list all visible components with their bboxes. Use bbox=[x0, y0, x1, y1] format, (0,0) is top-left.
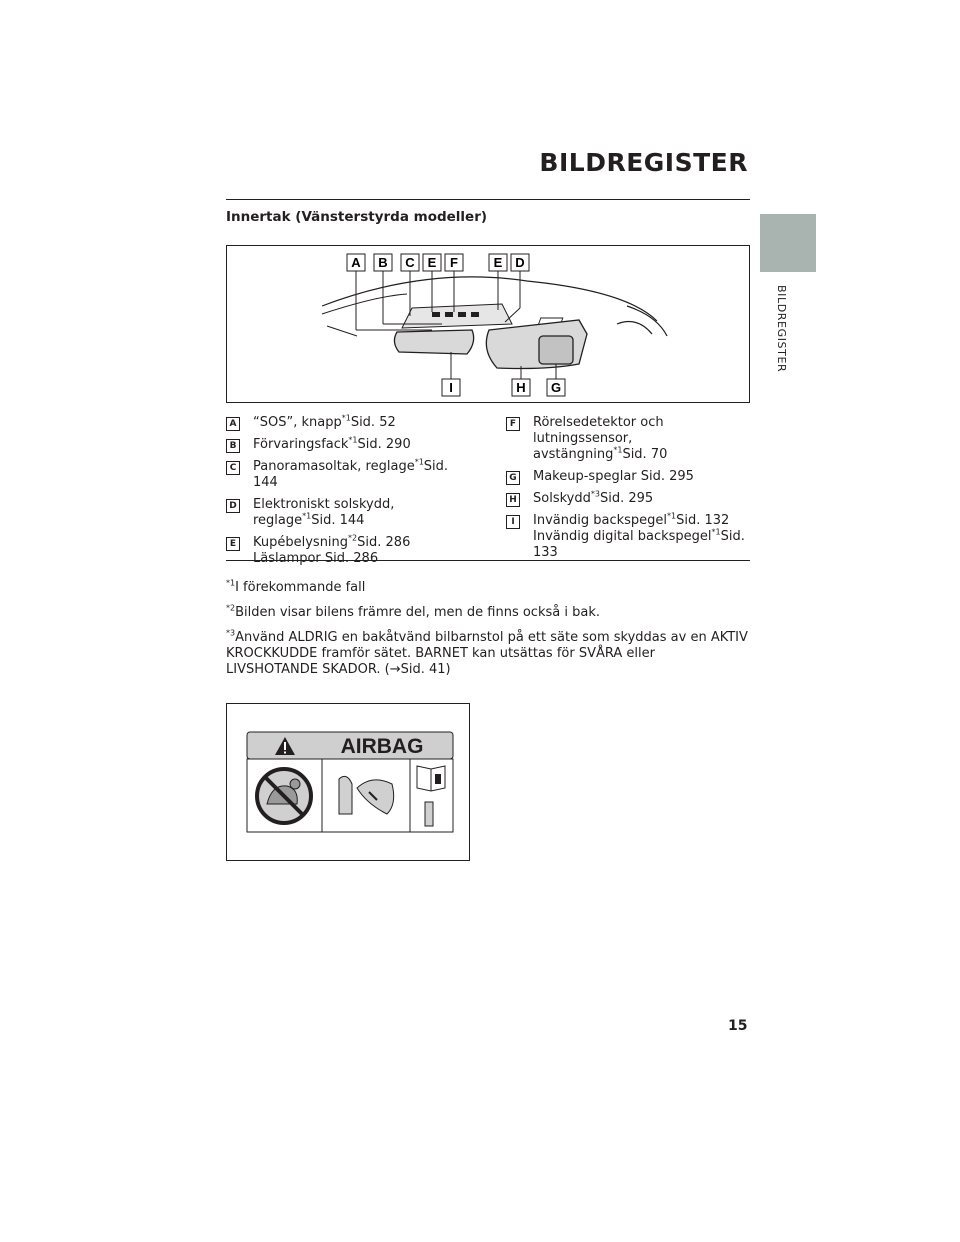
legend-text: Rörelsedetektor och lutningssensor, bbox=[533, 415, 664, 446]
callout-f bbox=[445, 254, 463, 312]
overhead-console-illustration bbox=[227, 246, 749, 402]
footnote-ref: *1 bbox=[341, 413, 351, 423]
footnote-mark: *3 bbox=[226, 628, 236, 638]
svg-text:D: D bbox=[515, 255, 525, 270]
svg-text:A: A bbox=[351, 255, 361, 270]
legend-item-e bbox=[226, 535, 476, 567]
no-rear-facing-seat-icon bbox=[257, 769, 311, 823]
footnotes bbox=[226, 580, 750, 687]
chapter-tab-label-wrap bbox=[775, 285, 795, 385]
footnote-ref: *1 bbox=[613, 445, 623, 455]
section-title: Innertak (Vänsterstyrda modeller) bbox=[226, 209, 488, 225]
page-ref: Sid. 290 bbox=[357, 437, 411, 452]
legend-item-i bbox=[506, 513, 756, 561]
legend-item-b bbox=[226, 437, 476, 453]
legend-text: “SOS”, knapp bbox=[253, 415, 342, 430]
page-ref: Sid. 132 bbox=[676, 513, 730, 528]
svg-text:C: C bbox=[405, 255, 415, 270]
footnote-3 bbox=[226, 630, 750, 678]
grab-handle bbox=[617, 322, 652, 334]
legend-item-f bbox=[506, 415, 756, 463]
footnote-ref: *1 bbox=[348, 435, 358, 445]
footnote-mark: *2 bbox=[226, 603, 236, 613]
page-header-title: BILDREGISTER bbox=[539, 148, 748, 177]
callout-d bbox=[505, 254, 529, 322]
legend-letter: E bbox=[226, 537, 240, 551]
page-ref: Sid. 52 bbox=[350, 415, 396, 430]
pillar-line bbox=[627, 306, 667, 336]
legend-text-line2: Läslampor Sid. 286 bbox=[253, 551, 379, 566]
legend-text: Kupébelysning bbox=[253, 535, 349, 550]
svg-text:B: B bbox=[378, 255, 388, 270]
header-divider bbox=[226, 199, 750, 200]
footnote-ref: *1 bbox=[414, 457, 424, 467]
page-ref: Sid. 133 bbox=[533, 529, 745, 560]
footnote-ref: *1 bbox=[302, 511, 312, 521]
legend-letter: A bbox=[226, 417, 240, 431]
footnote-text: Bilden visar bilens främre del, men de finns också i bak. bbox=[235, 605, 600, 620]
legend-item-d bbox=[226, 497, 476, 529]
legend-item-a bbox=[226, 415, 476, 431]
callout-i bbox=[442, 352, 460, 396]
callout-c bbox=[401, 254, 419, 316]
page-ref: Sid. 295 bbox=[599, 491, 654, 506]
legend-text: Förvaringsfack bbox=[253, 437, 349, 452]
footnote-ref: *1 bbox=[667, 511, 677, 521]
legend-text: Invändig backspegel bbox=[533, 513, 667, 528]
svg-text:E: E bbox=[427, 255, 437, 270]
console-button bbox=[471, 312, 479, 317]
legend-letter: H bbox=[506, 493, 520, 507]
legend-text-line2: avstängning bbox=[533, 447, 614, 462]
roof-line-inner bbox=[322, 294, 407, 314]
chapter-tab-label: BILDREGISTER bbox=[775, 285, 788, 373]
legend-letter: B bbox=[226, 439, 240, 453]
rear-view-mirror bbox=[394, 330, 473, 354]
svg-text:I: I bbox=[449, 380, 453, 395]
legend-letter: D bbox=[226, 499, 240, 513]
svg-text:F: F bbox=[450, 255, 458, 270]
vanity-mirror bbox=[539, 336, 573, 364]
legend-text: Makeup-speglar Sid. 295 bbox=[533, 469, 694, 484]
callout-h bbox=[512, 366, 530, 396]
legend-text: Panoramasoltak, reglage bbox=[253, 459, 415, 474]
legend-text-line2: reglage bbox=[253, 513, 303, 528]
footnote-ref: *3 bbox=[590, 489, 600, 499]
console-button bbox=[445, 312, 453, 317]
legend-letter: I bbox=[506, 515, 520, 529]
svg-text:E: E bbox=[493, 255, 503, 270]
page-ref: Sid. 70 bbox=[622, 447, 668, 462]
footnote-text: Använd ALDRIG en bakåtvänd bilbarnstol på ett säte som skyddas av en AKTIV KROCKKUDDE framför sätet. BARNET kan utsättas för SVÅRA eller LIVSHOTANDE SKADOR. (→Sid. 41) bbox=[226, 630, 748, 677]
legend-right bbox=[506, 415, 756, 567]
chapter-tab bbox=[760, 214, 816, 272]
page-ref: Sid. 144 bbox=[311, 513, 365, 528]
console-button bbox=[458, 312, 466, 317]
legend-item-c bbox=[226, 459, 476, 491]
airbag-banner-text: AIRBAG bbox=[340, 735, 424, 758]
legend-item-g bbox=[506, 469, 756, 485]
legend-text-line2-wrap bbox=[533, 529, 756, 561]
footnote-2 bbox=[226, 605, 750, 621]
callout-e-right bbox=[489, 254, 507, 310]
legend-text: Elektroniskt solskydd, bbox=[253, 497, 395, 512]
overhead-console-figure bbox=[226, 245, 750, 403]
console-button bbox=[432, 312, 440, 317]
page-number: 15 bbox=[728, 1018, 748, 1034]
airbag-warning-label bbox=[227, 704, 469, 860]
legend-left bbox=[226, 415, 476, 573]
svg-text:H: H bbox=[516, 380, 526, 395]
callout-e-left bbox=[423, 254, 441, 312]
svg-text:G: G bbox=[550, 380, 562, 395]
airbag-warning-figure bbox=[226, 703, 470, 861]
footnote-text: I förekommande fall bbox=[235, 580, 366, 595]
legend-letter: F bbox=[506, 417, 520, 431]
legend-text: Solskydd bbox=[533, 491, 591, 506]
legend-letter: G bbox=[506, 471, 520, 485]
footnote-1 bbox=[226, 580, 750, 596]
legend-divider bbox=[226, 560, 750, 561]
callout-g bbox=[547, 364, 565, 396]
footnote-mark: *1 bbox=[226, 578, 236, 588]
footnote-ref: *1 bbox=[711, 527, 721, 537]
legend-text-line2: Invändig digital backspegel bbox=[533, 529, 712, 544]
page-ref: Sid. 286 bbox=[357, 535, 411, 550]
legend-letter: C bbox=[226, 461, 240, 475]
trim-line bbox=[327, 326, 357, 336]
page-ref: Sid. 144 bbox=[253, 459, 449, 490]
footnote-ref: *2 bbox=[348, 533, 358, 543]
legend-item-h bbox=[506, 491, 756, 507]
